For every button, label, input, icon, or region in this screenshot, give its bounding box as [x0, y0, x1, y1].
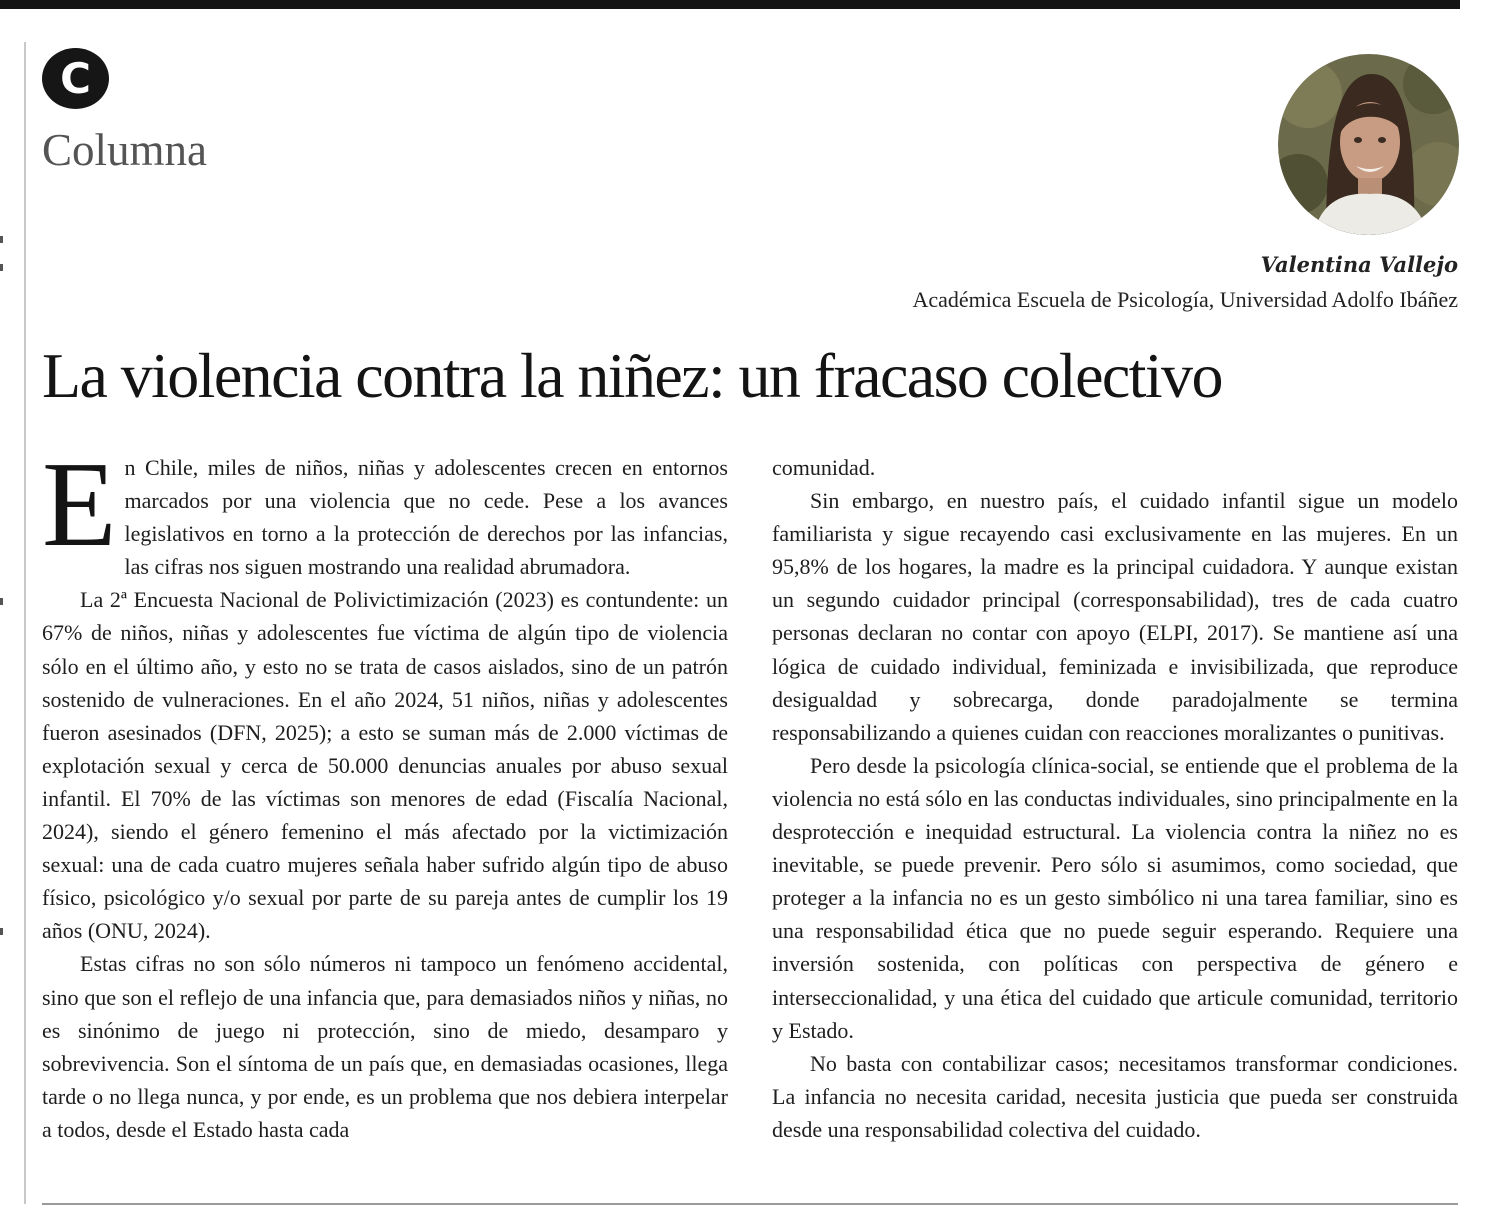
author-name: Valentina Vallejo — [1260, 252, 1458, 277]
article-headline: La violencia contra la niñez: un fracaso colectivo — [42, 340, 1222, 411]
section-label: Columna — [42, 125, 207, 175]
article-column-left — [42, 437, 728, 1146]
margin-tick — [0, 928, 3, 935]
paragraph: Estas cifras no son sólo números ni tampoco un fenómeno accidental, sino que son el reflejo de una infancia que, para demasiados niños y niñas, no es sinónimo de juego ni protección, sino de miedo, desamparo y sobrevivencia. Son el síntoma de un país que, en demasiadas ocasiones, llega tarde o no llega nunca, y por ende, es un problema que nos debiera interpelar a todos, desde el Estado hasta cada — [42, 951, 728, 1142]
left-margin-rule — [24, 42, 26, 1204]
margin-tick — [0, 236, 3, 243]
paragraph: Sin embargo, en nuestro país, el cuidado infantil sigue un modelo familiarista y sigue recayendo casi exclusivamente en las mujeres. En un 95,8% de los hogares, la madre es la principal cuidadora. Y aunque existan un segundo cuidador principal (corresponsabilidad), tres de cada cuatro personas declaran no contar con apoyo (ELPI, 2017). Se mantiene así una lógica de cuidado individual, feminizada e invisibilizada, que reproduce desigualdad y sobrecarga, donde paradojalmente se termina responsabilizando a quienes cuidan con reacciones moralizantes o punitivas. — [772, 488, 1458, 745]
paragraph: No basta con contabilizar casos; necesitamos transformar condiciones. La infancia no necesita caridad, necesita justicia que pueda ser construida desde una responsabilidad colectiva del cuidado. — [772, 1050, 1458, 1142]
top-rule — [0, 0, 1460, 9]
paragraph — [42, 437, 728, 583]
paragraph: comunidad. — [772, 455, 876, 480]
bottom-rule — [42, 1203, 1458, 1205]
margin-tick — [0, 598, 3, 605]
article-column-right — [772, 451, 1458, 1146]
paragraph: Pero desde la psicología clínica-social, se entiende que el problema de la violencia no está sólo en las conductas individuales, sino principalmente en la desprotección e inequidad estructural. La violencia contra la niñez no es inevitable, se puede prevenir. Pero sólo si asumimos, como sociedad, que proteger a la infancia no es un gesto simbólico ni una tarea familiar, sino es una responsabilidad ética que no puede seguir esperando. Requiere una inversión sostenida, con políticas con perspectiva de género e interseccionalidad, y una ética del cuidado que articule comunidad, territorio y Estado. — [772, 752, 1458, 1043]
author-role: Académica Escuela de Psicología, Universidad Adolfo Ibáñez — [912, 287, 1458, 312]
paragraph-text: n Chile, miles de niños, niñas y adolescentes crecen en entornos marcados por una violencia que no cede. Pese a los avances legislativos en torno a la protección de derechos por las infancias, las cifras nos siguen mostrando una realidad abrumadora. — [124, 455, 728, 580]
drop-cap: E — [42, 437, 117, 572]
margin-tick — [0, 264, 3, 271]
column-badge-icon — [42, 48, 109, 109]
author-portrait — [1278, 54, 1459, 235]
paragraph: La 2ª Encuesta Nacional de Polivictimización (2023) es contundente: un 67% de niños, niñas y adolescentes fue víctima de algún tipo de violencia sólo en el último año, y esto no se trata de casos aislados, sino de un patrón sostenido de vulneraciones. En el año 2024, 51 niños, niñas y adolescentes fueron asesinados (DFN, 2025); a esto se suman más de 2.000 víctimas de explotación sexual y cerca de 50.000 denuncias anuales por abuso sexual infantil. El 70% de las víctimas son menores de edad (Fiscalía Nacional, 2024), siendo el género femenino el más afectado por la victimización sexual: una de cada cuatro mujeres señala haber sufrido algún tipo de abuso físico, psicológico y/o sexual por parte de su pareja antes de cumplir los 19 años (ONU, 2024). — [42, 587, 728, 944]
badge-letter: C — [60, 54, 91, 103]
